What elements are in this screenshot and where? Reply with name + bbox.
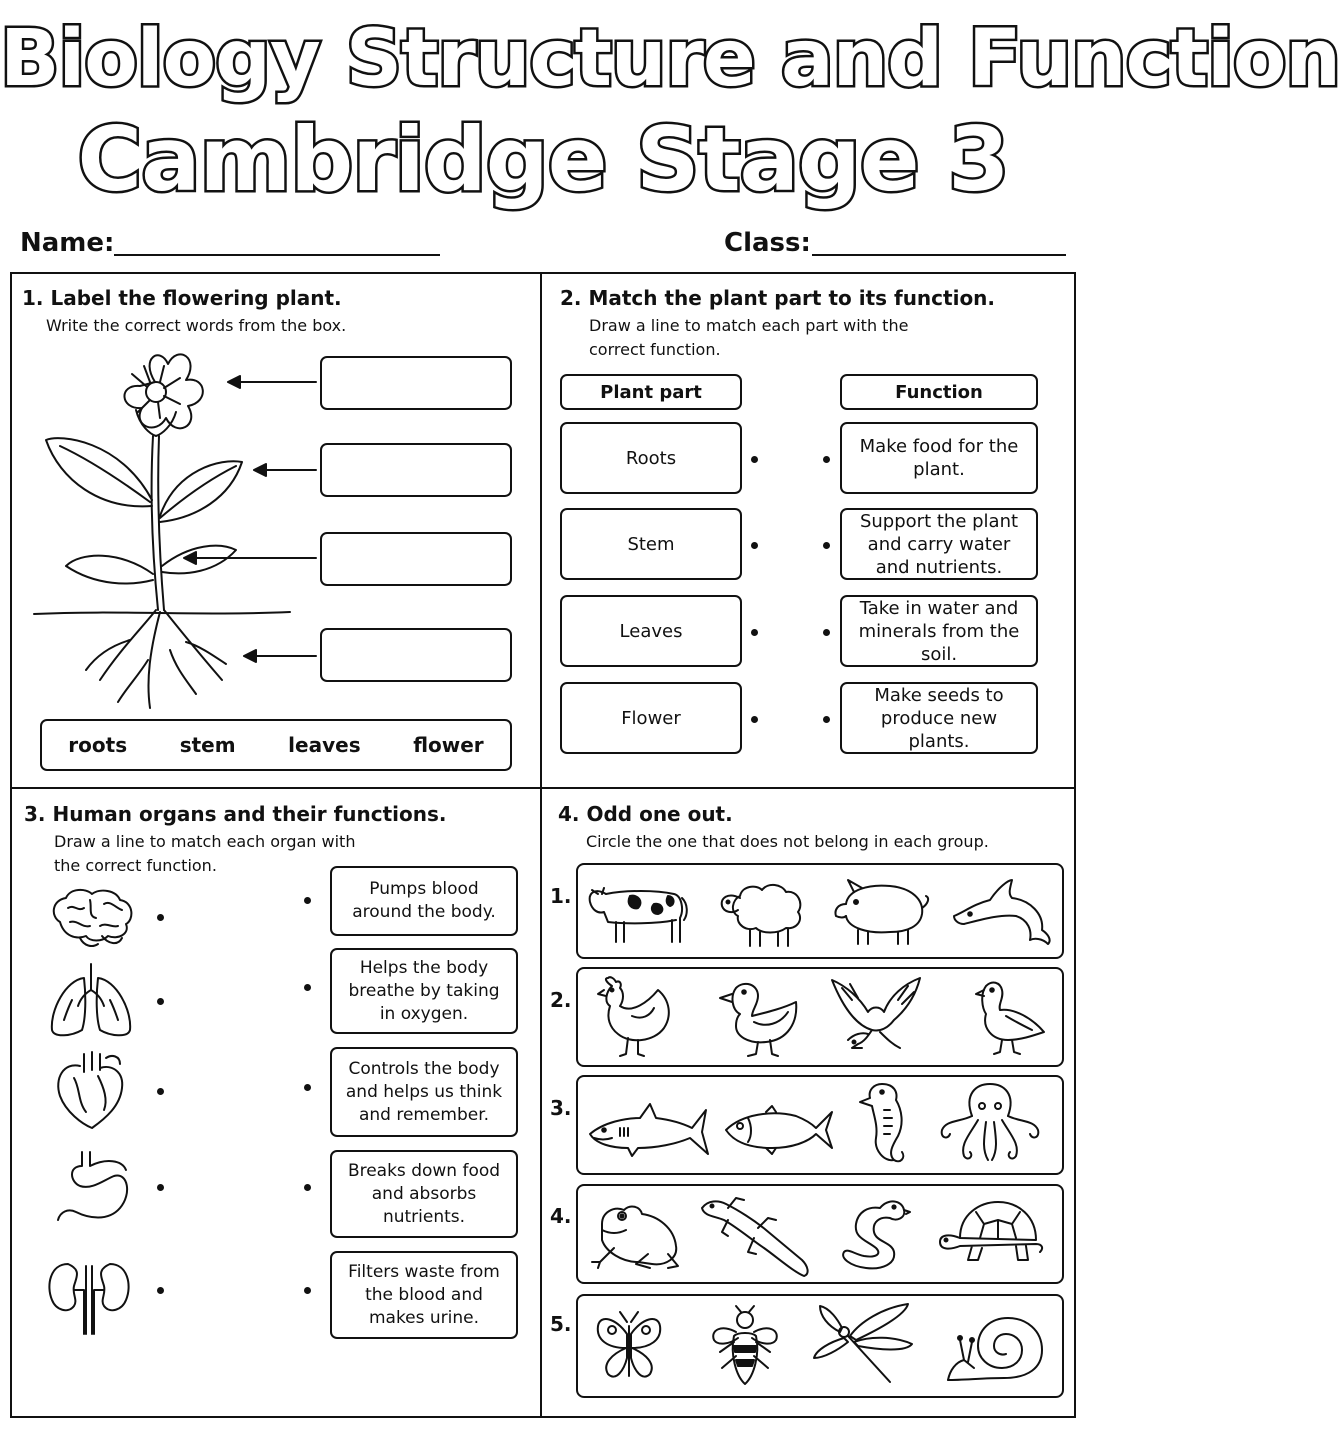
pigeon-icon[interactable] bbox=[966, 978, 1048, 1058]
word-bank-item: leaves bbox=[288, 733, 361, 757]
cow-icon[interactable] bbox=[586, 874, 690, 948]
function-dot[interactable] bbox=[304, 1084, 311, 1091]
label-box-stem[interactable] bbox=[320, 532, 512, 586]
label-box-leaves[interactable] bbox=[320, 443, 512, 497]
worksheet-title: Biology Structure and Function bbox=[0, 14, 1340, 104]
word-bank bbox=[40, 719, 512, 771]
function-dot[interactable] bbox=[304, 984, 311, 991]
match-dot[interactable] bbox=[751, 629, 758, 636]
dolphin-icon[interactable] bbox=[950, 874, 1054, 946]
stomach-icon bbox=[48, 1148, 132, 1228]
class-field[interactable] bbox=[812, 254, 1066, 256]
function-option: Make food for the plant. bbox=[840, 422, 1038, 494]
dragonfly-icon[interactable] bbox=[810, 1302, 914, 1392]
plant-part-leaves: Leaves bbox=[560, 595, 742, 667]
kidneys-icon bbox=[44, 1256, 134, 1336]
function-dot[interactable] bbox=[304, 1184, 311, 1191]
match-dot[interactable] bbox=[823, 716, 830, 723]
octopus-icon[interactable] bbox=[934, 1082, 1046, 1164]
name-label: Name: bbox=[20, 228, 115, 258]
bee-icon[interactable] bbox=[708, 1306, 782, 1388]
word-bank-item: roots bbox=[68, 733, 128, 757]
turtle-icon[interactable] bbox=[936, 1198, 1048, 1272]
plant-part-stem: Stem bbox=[560, 508, 742, 580]
snake-icon[interactable] bbox=[836, 1194, 910, 1272]
match-dot[interactable] bbox=[823, 629, 830, 636]
organ-dot[interactable] bbox=[157, 998, 164, 1005]
organ-function-option: Controls the body and helps us think and remember. bbox=[330, 1047, 518, 1137]
q1-title: 1. Label the flowering plant. bbox=[22, 286, 342, 310]
class-label: Class: bbox=[724, 228, 811, 258]
word-bank-item: flower bbox=[413, 733, 484, 757]
duck-icon[interactable] bbox=[718, 978, 800, 1058]
function-option: Support the plant and carry water and nutrients. bbox=[840, 508, 1038, 580]
plant-part-header: Plant part bbox=[560, 374, 742, 410]
organ-function-option: Breaks down food and absorbs nutrients. bbox=[330, 1150, 518, 1238]
match-dot[interactable] bbox=[823, 456, 830, 463]
label-box-flower[interactable] bbox=[320, 356, 512, 410]
vertical-divider bbox=[540, 272, 542, 1418]
lungs-icon bbox=[46, 960, 136, 1040]
function-option: Take in water and minerals from the soil. bbox=[840, 595, 1038, 667]
tuna-icon[interactable] bbox=[722, 1102, 834, 1156]
hen-icon[interactable] bbox=[592, 976, 676, 1058]
heart-icon bbox=[50, 1048, 130, 1132]
name-field[interactable] bbox=[114, 254, 440, 256]
organ-dot[interactable] bbox=[157, 1088, 164, 1095]
worksheet-subtitle: Cambridge Stage 3 bbox=[77, 108, 1009, 211]
q3-instruction: Draw a line to match each organ with the correct function. bbox=[54, 832, 356, 875]
group-number: 4. bbox=[550, 1204, 572, 1228]
match-dot[interactable] bbox=[751, 716, 758, 723]
frog-icon[interactable] bbox=[588, 1200, 684, 1272]
snail-icon[interactable] bbox=[944, 1312, 1046, 1388]
organ-dot[interactable] bbox=[157, 914, 164, 921]
label-box-roots[interactable] bbox=[320, 628, 512, 682]
group-number: 3. bbox=[550, 1096, 572, 1120]
function-dot[interactable] bbox=[304, 897, 311, 904]
q2-instruction: Draw a line to match each part with the correct function. bbox=[589, 316, 909, 359]
group-number: 1. bbox=[550, 884, 572, 908]
organ-function-option: Pumps blood around the body. bbox=[330, 866, 518, 936]
horizontal-divider bbox=[10, 787, 1076, 789]
match-dot[interactable] bbox=[823, 542, 830, 549]
organ-dot[interactable] bbox=[157, 1184, 164, 1191]
q4-instruction: Circle the one that does not belong in each group. bbox=[586, 832, 989, 851]
q2-title: 2. Match the plant part to its function. bbox=[560, 286, 996, 310]
organ-function-option: Helps the body breathe by taking in oxygen. bbox=[330, 948, 518, 1034]
group-number: 5. bbox=[550, 1312, 572, 1336]
function-option: Make seeds to produce new plants. bbox=[840, 682, 1038, 754]
pig-icon[interactable] bbox=[828, 876, 932, 948]
word-bank-item: stem bbox=[179, 733, 236, 757]
match-dot[interactable] bbox=[751, 456, 758, 463]
match-dot[interactable] bbox=[751, 542, 758, 549]
brain-icon bbox=[46, 886, 136, 950]
organ-function-option: Filters waste from the blood and makes urine. bbox=[330, 1251, 518, 1339]
function-dot[interactable] bbox=[304, 1287, 311, 1294]
q3-title: 3. Human organs and their functions. bbox=[24, 802, 447, 826]
eagle-icon[interactable] bbox=[828, 976, 922, 1056]
function-header: Function bbox=[840, 374, 1038, 410]
lizard-icon[interactable] bbox=[698, 1194, 814, 1280]
q4-title: 4. Odd one out. bbox=[558, 802, 733, 826]
q1-instruction: Write the correct words from the box. bbox=[46, 316, 347, 335]
organ-dot[interactable] bbox=[157, 1287, 164, 1294]
plant-part-flower: Flower bbox=[560, 682, 742, 754]
plant-part-roots: Roots bbox=[560, 422, 742, 494]
seahorse-icon[interactable] bbox=[854, 1080, 914, 1168]
sheep-icon[interactable] bbox=[716, 876, 808, 950]
butterfly-icon[interactable] bbox=[594, 1310, 664, 1386]
shark-icon[interactable] bbox=[586, 1100, 710, 1158]
group-number: 2. bbox=[550, 988, 572, 1012]
